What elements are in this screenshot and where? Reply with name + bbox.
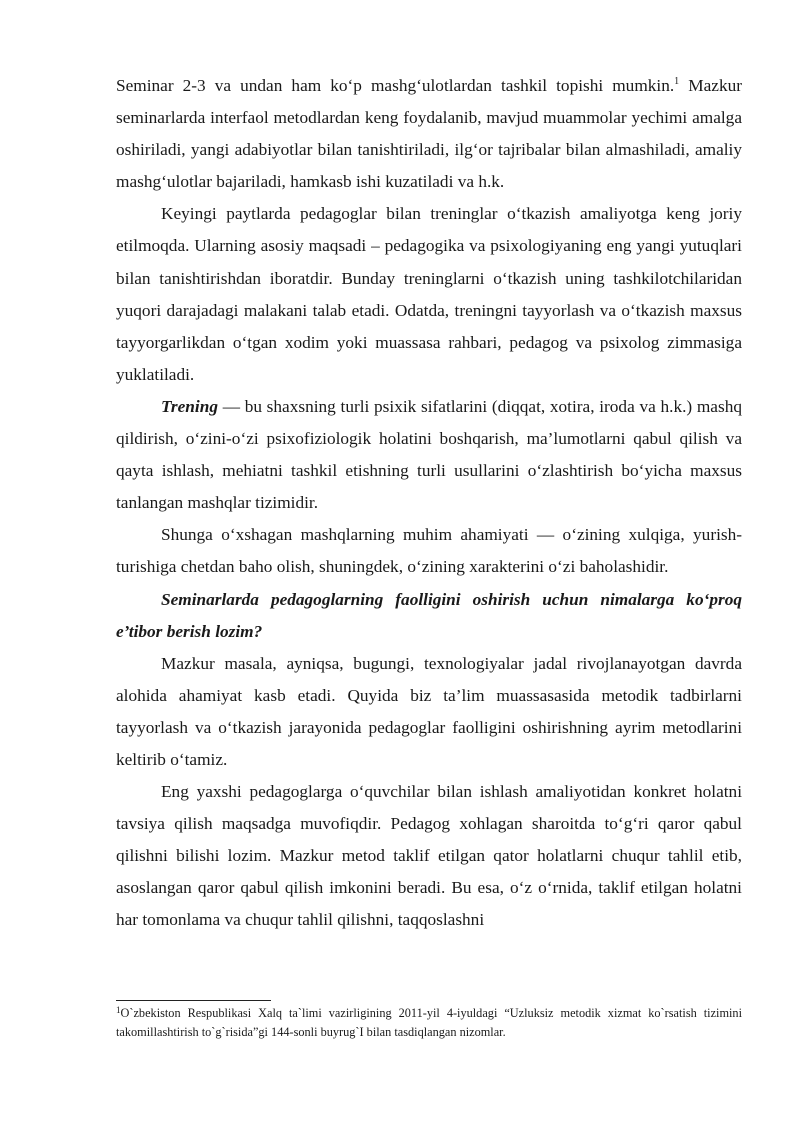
paragraph-1-continuation: Mazkur seminarlarda interfaol metodlardan keng foydalanib, mavjud muammolar yechimi amalga oshiriladi, yangi adabiyotlar bilan tanishtiriladi, ilg‘or tajribalar bilan almashiladi, amaliy mashg‘ulotlar bajariladi, hamkasb ishi kuzatiladi va h.k.	[116, 76, 742, 192]
paragraph-7: Eng yaxshi pedagoglarga o‘quvchilar bilan ishlash amaliyotidan konkret holatni tavsiya qilish maqsadga muvofiqdir. Pedagog xohlagan sharoitda to‘g‘ri qaror qabul qilishni bilishi lozim. Mazkur metod taklif etilgan qator holatlarni chuqur tahlil etib, asoslangan qaror qabul qilish imkonini beradi. Bu esa, o‘z o‘rnida, taklif etilgan holatni har tomonlama va chuqur tahlil qilishni, taqqoslashni	[116, 782, 742, 930]
paragraph-1	[116, 70, 742, 198]
footnote-number: 1	[116, 1005, 121, 1015]
footnote	[116, 1004, 742, 1042]
paragraph-1-lead: Seminar 2-3 va undan ham ko‘p mashg‘ulotlardan tashkil topishi mumkin.	[116, 76, 675, 95]
section-question-heading: Seminarlarda pedagoglarning faolligini oshirish uchun nimalarga ko‘proq e’tibor berish lozim?	[116, 589, 742, 641]
body-text	[116, 70, 742, 937]
footnote-reference: 1	[674, 76, 680, 87]
paragraph-3	[116, 391, 742, 519]
footnote-text: O`zbekiston Respublikasi Xalq ta`limi vazirligining 2011-yil 4-iyuldagi “Uzluksiz metodik xizmat ko`rsatish tizimini takomillashtirish to`g`risida”gi 144-sonli buyrug`I bilan tasdiqlangan nizomlar.	[116, 1006, 742, 1039]
footnote-separator	[116, 1000, 271, 1001]
term-trening: Trening	[161, 396, 218, 416]
paragraph-6: Mazkur masala, ayniqsa, bugungi, texnologiyalar jadal rivojlanayotgan davrda alohida ahamiyat kasb etadi. Quyida biz ta’lim muassasasida metodik tadbirlarni tayyorlash va o‘tkazish jarayonida pedagoglar faolligini oshirishning ayrim metodlarini keltirib o‘tamiz.	[116, 653, 742, 769]
paragraph-4: Shunga o‘xshagan mashqlarning muhim ahamiyati — o‘zining xulqiga, yurish-turishiga chetdan baho olish, shuningdek, o‘zining xarakterini o‘zi baholashidir.	[116, 525, 742, 577]
paragraph-3-definition: — bu shaxsning turli psixik sifatlarini (diqqat, xotira, iroda va h.k.) mashq qildirish, o‘zini-o‘zi psixofiziologik holatini boshqarish, ma’lumotlarni qabul qilish va qayta ishlash, mehiatni tashkil etishning turli usullarini o‘zlashtirish bo‘yicha maxsus tanlangan mashqlar tizimidir.	[116, 396, 742, 513]
paragraph-2: Keyingi paytlarda pedagoglar bilan treninglar o‘tkazish amaliyotga keng joriy etilmoqda. Ularning asosiy maqsadi – pedagogika va psixologiyaning eng yangi yutuqlari bilan tanishtirishdan iboratdir. Bunday treninglarni o‘tkazish uning tashkilotchilaridan yuqori darajadagi malakani talab etadi. Odatda, treningni tayyorlash va o‘tkazish maxsus tayyorgarlikdan o‘tgan xodim yoki muassasa rahbari, pedagog va psixolog zimmasiga yuklatiladi.	[116, 204, 742, 384]
